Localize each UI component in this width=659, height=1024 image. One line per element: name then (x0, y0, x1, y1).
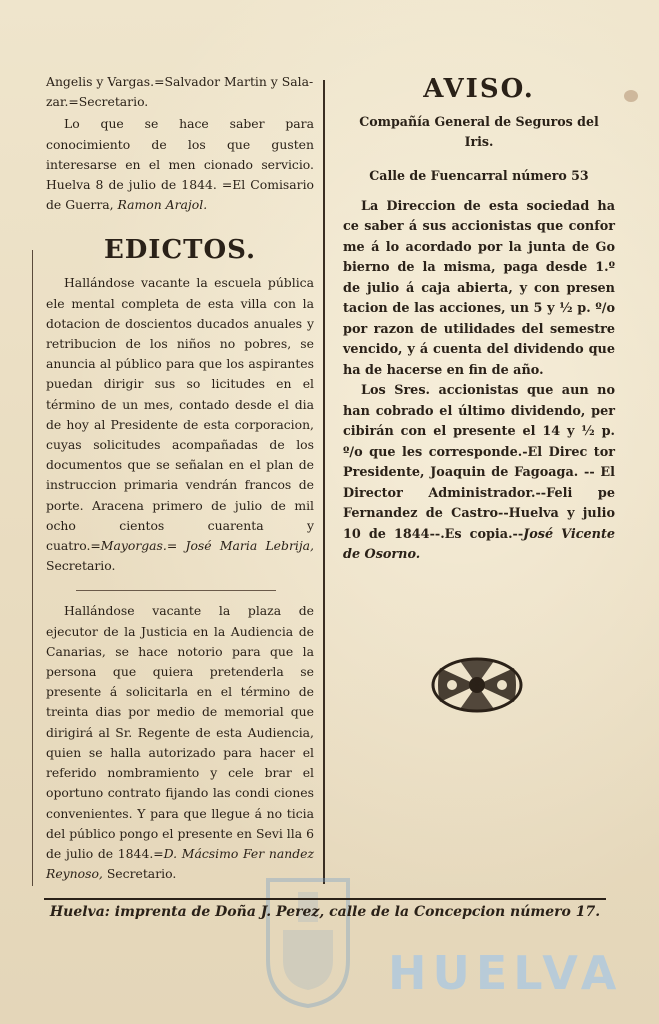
archive-stamp-icon (258, 870, 358, 1010)
intro-line-2: zar.=Secretario. (46, 94, 149, 110)
edict-1-secretary-name: José Maria Lebrija, (185, 538, 314, 554)
aviso-signer: José Vicente de Osorno. (343, 526, 616, 563)
edict-1-signer: Mayorgas.= (100, 538, 178, 554)
aviso-body (343, 197, 615, 566)
notice-text: Lo que se hace saber para conocimiento de los que gusten interesarse en el men cionado servicio. Huelva 8 de julio de 1844. =El Comisario de Guerra, (46, 116, 314, 213)
edict-1 (46, 273, 314, 576)
edict-2-text: Hallándose vacante la plaza de ejecutor de la Justicia en la Audiencia de Canarias, se hace notorio para que la persona que quiera pretenderla se presente á solicitarla en el término de treinta dias por medio de memorial que dirigirá al Sr. Regente de esta Audiencia, quien se halla autorizado para hacer el referido nombramiento y cele brar el oportuno contrato fijando las condi ciones convenientes. Y para que llegue á no ticia del público pongo el presente en Sevi lla 6 de julio de 1844.= (46, 603, 314, 861)
aviso-paragraph-1: La Direccion de esta sociedad ha ce saber á sus accionistas que confor me á lo acordado por la junta de Go bierno de la misma, paga desde 1.º de julio á caja abierta, y con presen tacion de las acciones, un 5 y ½ p. º/o por razon de utilidades del semestre vencido, y á cuenta del dividendo que ha de hacerse en fin de año. (343, 198, 615, 378)
edict-2-signer: D. Mácsimo Fer nandez Reynoso, (46, 845, 315, 882)
ink-smudge (624, 90, 638, 102)
edict-2-secretary-title: Secretario. (106, 866, 177, 882)
left-column (46, 72, 314, 884)
notice-signature: Ramon Arajol. (117, 197, 208, 213)
column-divider (323, 80, 325, 884)
edict-2 (46, 601, 314, 884)
left-margin-line (32, 250, 33, 886)
footer-rule (44, 898, 606, 900)
edict-1-secretary-title: Secretario. (46, 558, 116, 574)
printer-imprint: Huelva: imprenta de Doña J. Perez, calle de la Concepcion número 17. (49, 904, 601, 920)
notice-paragraph (46, 114, 314, 215)
fleuron-ornament-icon (430, 656, 524, 714)
aviso-title: AVISO. (423, 74, 535, 104)
section-title: EDICTOS. (103, 235, 257, 266)
section-separator (76, 590, 276, 591)
aviso-paragraph-2 (343, 381, 615, 566)
aviso-paragraph-2-text: Los Sres. accionistas que aun no han cobrado el último dividendo, per cibirán con el presente el 14 y ½ p. º/o que les corresponde.-El Direc tor Presidente, Joaquin de Fagoaga. -- El Director Administrador.--Feli pe Fernandez de Castro--Huelva y julio 10 de 1844--.Es copia.-- (343, 383, 615, 542)
company-name: Compañía General de Seguros del Iris. (359, 114, 599, 150)
edict-1-text: Hallándose vacante la escuela pública ele mental completa de esta villa con la dotacion de doscientos ducados anuales y retribucion de los niños no pobres, se anuncia al público para que los aspirantes puedan dirigir sus so licitudes en el término de un mes, contado desde el dia de hoy al Presidente de esta corporacion, cuyas solicitudes acompañadas de los documentos que se señalan en el plan de instruccion primaria vendrán francos de porte. Aracena primero de julio de mil ocho cientos cuarenta y cuatro.= (46, 275, 314, 554)
watermark-text: HUELVA (388, 946, 623, 1000)
company-address: Calle de Fuencarral número 53 (369, 168, 589, 184)
intro-line-1: Angelis y Vargas.=Salvador Martin y Sala- (46, 74, 314, 89)
right-column (343, 72, 615, 566)
